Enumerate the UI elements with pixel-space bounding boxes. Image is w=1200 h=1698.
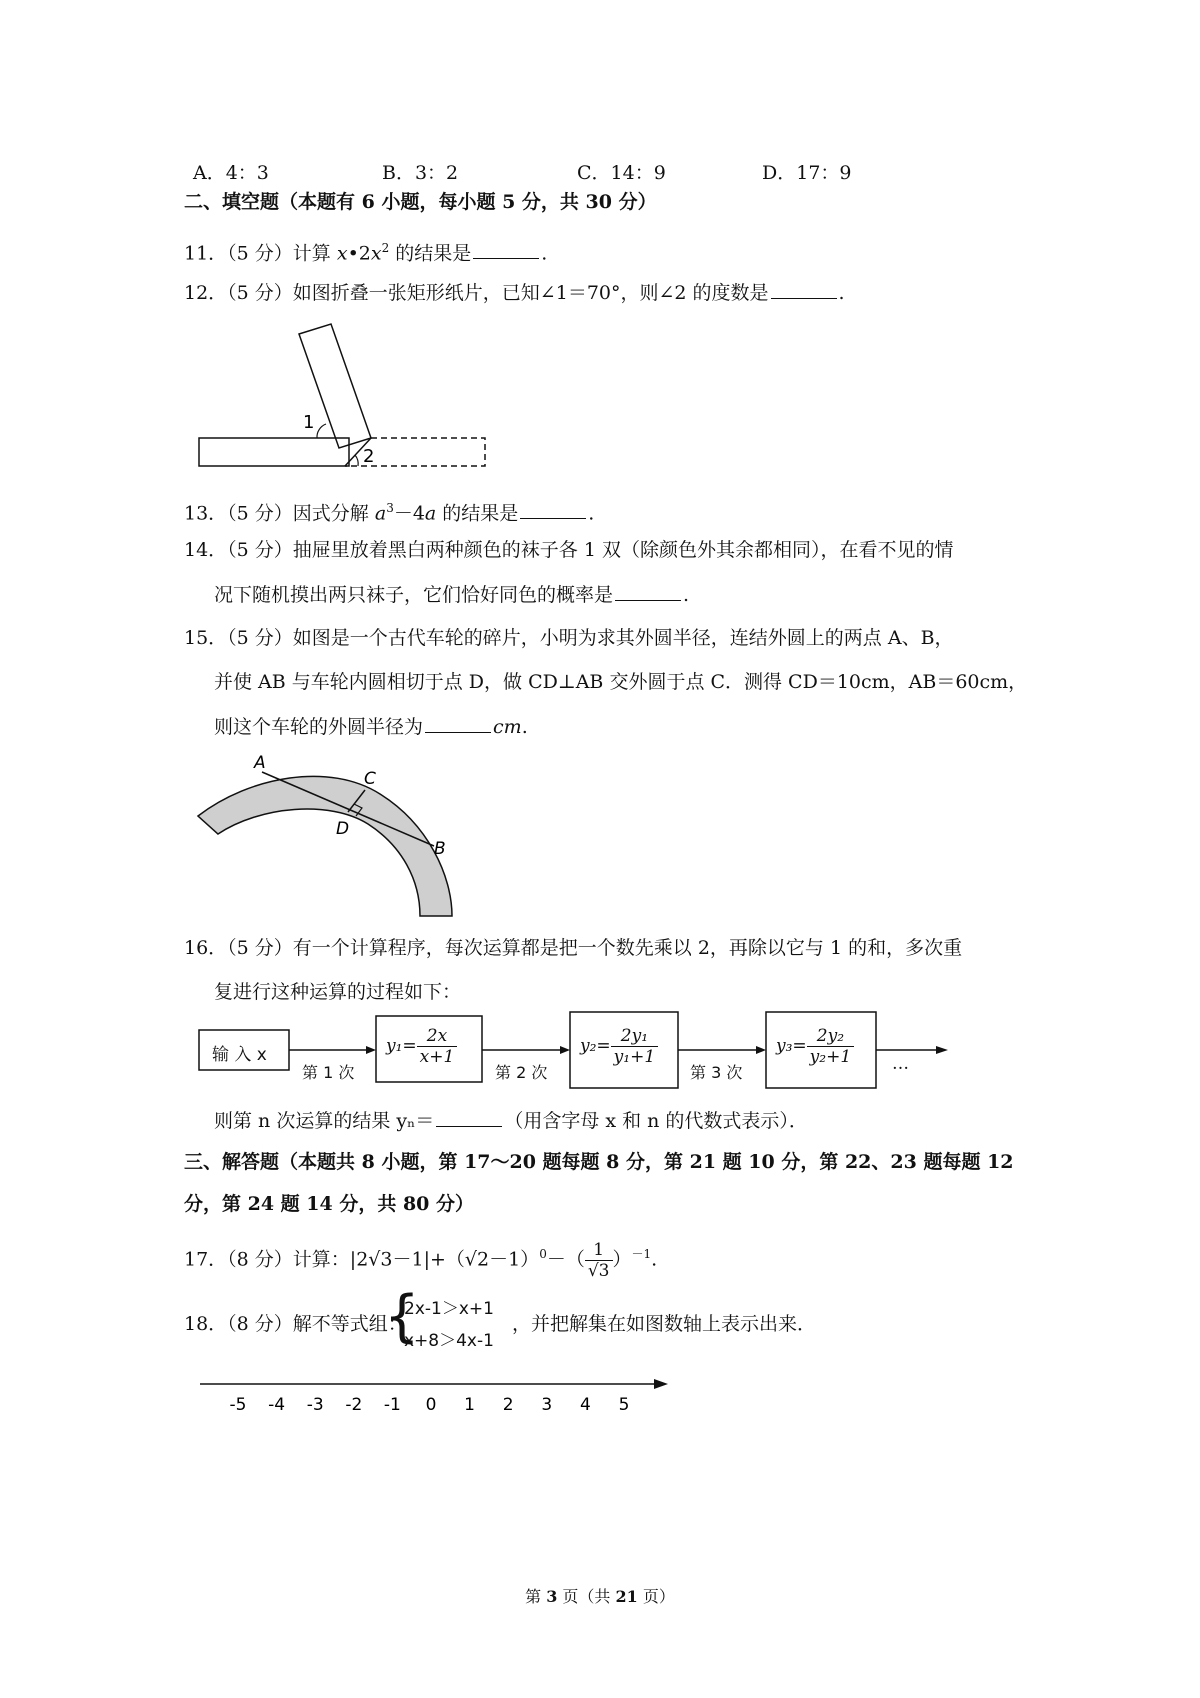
q13-end: . [588,502,595,525]
y1-fraction [417,1026,458,1067]
section3-heading-line1: 三、解答题（本题共 8 小题，第 17～20 题每题 8 分，第 21 题 10 分，第 22、23 题每题 12 [184,1151,1014,1173]
q15-line3-text: 则这个车轮的外圆半径为 [214,716,424,738]
question-18-suffix: ，并把解集在如图数轴上表示出来． [512,1313,817,1335]
q17-fraction [585,1240,613,1281]
question-14-line2 [214,582,689,607]
section2-heading: 二、填空题（本题有 6 小题，每小题 5 分，共 30 分） [184,191,657,213]
page-footer [0,1584,1200,1607]
footer-page: 3 [546,1587,558,1606]
paper-strip-bottom [199,438,349,466]
y1-lhs: y₁= [386,1036,417,1056]
question-18-prefix: 18．（8 分）解不等式组： [184,1313,407,1335]
y2-fraction [611,1026,658,1067]
number-line-tick-label: 3 [541,1395,553,1415]
question-16-line1: 16．（5 分）有一个计算程序，每次运算都是把一个数先乘以 2，再除以它与 1 的和，多次重 [184,937,963,959]
y3-den: y₂+1 [809,1047,852,1067]
q13-exp: 3 [386,501,394,515]
q13-mid: －4 [393,502,425,525]
number-line-tick-label: 1 [464,1395,476,1415]
label-A: A [254,754,266,773]
question-17 [184,1236,657,1281]
q16-line3-suffix: （用含字母 x 和 n 的代数式表示）． [504,1110,808,1132]
footer-total: 21 [615,1587,638,1606]
number-line-tick-label: -5 [229,1395,247,1415]
number-line-figure [198,1372,670,1418]
q14-end: . [683,584,690,606]
q13-answer-blank[interactable] [520,500,586,519]
q13-a2: a [424,502,437,525]
calculation-flowchart [198,1010,950,1092]
arrow-4-head [936,1046,948,1054]
system-brace: { [384,1284,420,1349]
step-3-label: 第 3 次 [690,1063,743,1082]
choice-b: B．3：2 [382,162,459,184]
q11-suffix: 的结果是 [389,242,472,265]
number-line-tick-label: -4 [268,1395,286,1415]
q13-suffix: 的结果是 [436,502,519,525]
q11-dot: •2 [347,242,371,265]
angle2-label: 2 [363,446,375,467]
angle2-arc [355,455,358,466]
number-line-tick-label: -1 [383,1395,401,1415]
q15-unit: cm [493,716,522,738]
q17-end: . [651,1248,658,1271]
q16-line3-prefix: 则第 n 次运算的结果 yₙ＝ [214,1110,435,1132]
folded-paper-figure [195,320,495,472]
number-line-ticks [230,1395,630,1415]
number-line-tick-label: 5 [618,1395,630,1415]
y3-formula [776,1026,854,1067]
q11-x2: x [370,242,382,265]
q14-text: 况下随机摸出两只袜子，它们恰好同色的概率是 [214,584,614,606]
q17-exp: －1 [631,1247,652,1261]
footer-mid: 页（共 [557,1587,616,1606]
footer-prefix: 第 [525,1587,547,1606]
wheel-fragment-figure [190,754,470,924]
y1-num: 2x [417,1026,458,1047]
question-14-line1: 14．（5 分）抽屉里放着黑白两种颜色的袜子各 1 双（除颜色外其余都相同），在看不见的情 [184,539,954,561]
label-D: D [336,819,350,839]
q13-a: a [374,502,387,525]
section3-heading-line2: 分，第 24 题 14 分，共 80 分） [184,1193,475,1215]
y1-formula [386,1026,457,1067]
q17-frac-num: 1 [585,1240,613,1261]
arrow-2-head [560,1046,570,1054]
label-B: B [434,839,446,859]
choice-a: A．4：3 [193,162,269,184]
inequality-system [384,1284,524,1356]
step-1-label: 第 1 次 [302,1063,355,1082]
number-line-tick-label: 0 [425,1395,437,1415]
q15-answer-blank[interactable] [425,714,491,733]
question-15-line2: 并使 AB 与车轮内圆相切于点 D，做 CD⊥AB 交外圆于点 C．测得 CD＝10cm，AB＝60cm， [214,671,1028,693]
y1-den: x+1 [419,1047,455,1067]
y2-lhs: y₂= [580,1036,611,1056]
y2-num: 2y₁ [611,1026,658,1047]
step-2-label: 第 2 次 [495,1063,548,1082]
choice-d: D．17：9 [762,162,852,184]
q17-mid: －（ [546,1248,585,1271]
inequality-1: 2x-1＞x+1 [404,1299,494,1319]
q12-end: . [838,282,845,304]
question-12 [184,280,845,305]
q17-close: ） [612,1248,632,1271]
y3-fraction [807,1026,854,1067]
number-line-tick-label: 4 [579,1395,591,1415]
q17-exp0: 0 [539,1247,547,1261]
y2-den: y₁+1 [613,1047,656,1067]
choice-c: C．14：9 [577,162,666,184]
q17-frac-den: √3 [587,1260,610,1281]
footer-suffix: 页） [637,1587,675,1606]
q13-prefix: 13．（5 分）因式分解 [184,502,375,525]
q12-answer-blank[interactable] [771,280,837,299]
label-C: C [364,769,376,789]
angle1-label: 1 [303,412,315,433]
flow-ellipsis: … [892,1054,909,1074]
y2-formula [580,1026,658,1067]
question-15-line3 [214,714,528,739]
q12-text: 12．（5 分）如图折叠一张矩形纸片，已知∠1＝70°，则∠2 的度数是 [184,282,769,304]
wheel-ring [198,776,452,916]
question-16-line3 [214,1108,808,1133]
number-line-arrow [654,1379,668,1389]
q11-end: . [541,242,548,265]
q11-exp: 2 [381,241,390,255]
question-13 [184,496,594,525]
number-line-tick-label: -2 [345,1395,363,1415]
number-line-tick-label: 2 [502,1395,514,1415]
arrow-3-head [756,1046,766,1054]
arrow-1-head [366,1046,376,1054]
input-box-label: 输 入 x [212,1045,267,1065]
q11-x: x [336,242,348,265]
q17-prefix: 17．（8 分）计算：|2√3－1|+（√2－1） [184,1248,540,1271]
angle1-arc [317,424,326,438]
q11-answer-blank[interactable] [473,240,539,259]
number-line-tick-label: -3 [306,1395,324,1415]
y3-num: 2y₂ [807,1026,854,1047]
y3-lhs: y₃= [776,1036,807,1056]
q14-answer-blank[interactable] [615,582,681,601]
inequality-2: x+8＞4x-1 [404,1331,494,1351]
question-11 [184,236,547,265]
q11-prefix: 11．（5 分）计算 [184,242,337,265]
question-16-line2: 复进行这种运算的过程如下： [214,981,462,1003]
question-15-line1: 15．（5 分）如图是一个古代车轮的碎片，小明为求其外圆半径，连结外圆上的两点 A、B， [184,627,954,649]
q16-answer-blank[interactable] [436,1108,502,1127]
q15-end: . [521,716,528,738]
